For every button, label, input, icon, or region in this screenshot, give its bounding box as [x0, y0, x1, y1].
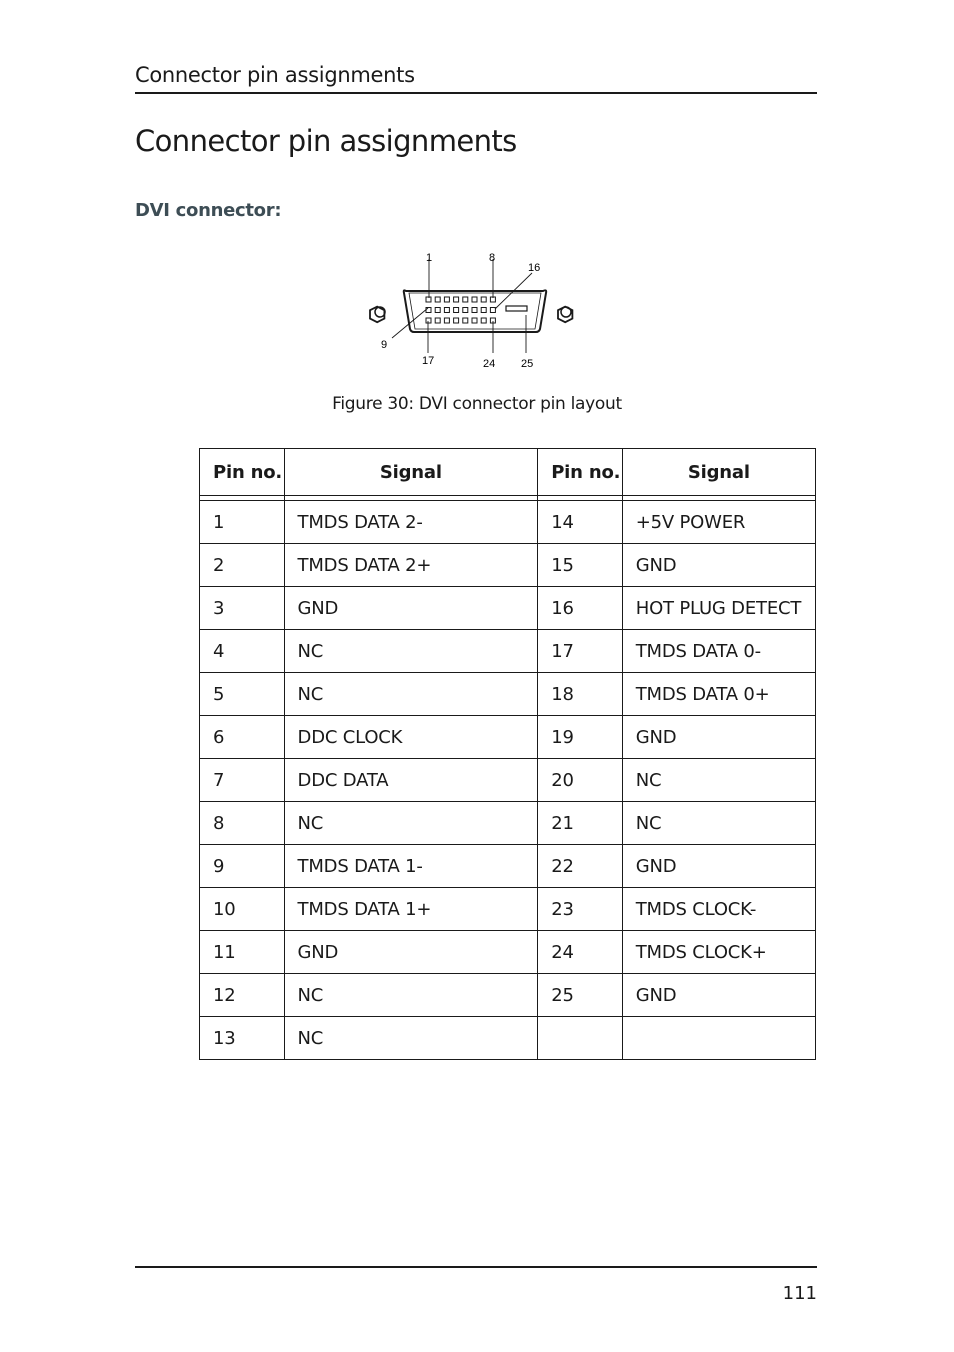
pin-assignment-table [199, 448, 816, 1060]
signal-name-cell: NC [622, 802, 815, 845]
pin-number-cell: 16 [538, 587, 623, 630]
signal-name-cell: TMDS DATA 1+ [284, 888, 538, 931]
pin-number-cell [538, 1017, 623, 1060]
signal-name-cell [622, 1017, 815, 1060]
table-row [200, 931, 816, 974]
connector-pin [490, 308, 495, 313]
table-row [200, 544, 816, 587]
connector-pin [472, 297, 477, 302]
table-row [200, 1017, 816, 1060]
table-row [200, 630, 816, 673]
page-title: Connector pin assignments [135, 124, 517, 158]
ground-blade [506, 306, 527, 311]
running-header: Connector pin assignments [135, 60, 817, 94]
connector-pin [454, 308, 459, 313]
pin-label-16: 16 [528, 262, 541, 274]
pin-number-cell: 5 [200, 673, 285, 716]
connector-pin [472, 318, 477, 323]
signal-name-cell: TMDS DATA 0+ [622, 673, 815, 716]
header-pin-no-1: Pin no. [200, 449, 285, 496]
pin-number-cell: 20 [538, 759, 623, 802]
table-row [200, 802, 816, 845]
pin-label-9: 9 [381, 339, 388, 351]
signal-name-cell: HOT PLUG DETECT [622, 587, 815, 630]
connector-pin [481, 318, 486, 323]
connector-pin [463, 318, 468, 323]
pin-number-cell: 18 [538, 673, 623, 716]
pin-number-cell: 11 [200, 931, 285, 974]
table-row [200, 845, 816, 888]
signal-name-cell: NC [284, 630, 538, 673]
signal-name-cell: TMDS DATA 0- [622, 630, 815, 673]
signal-name-cell: DDC CLOCK [284, 716, 538, 759]
signal-name-cell: GND [622, 544, 815, 587]
connector-pin [454, 297, 459, 302]
connector-pin [426, 318, 431, 323]
connector-pin [435, 297, 440, 302]
footer-rule [135, 1266, 817, 1268]
connector-pin [426, 308, 431, 313]
pin-label-1: 1 [426, 252, 433, 264]
connector-pin [463, 308, 468, 313]
connector-pin [444, 297, 449, 302]
pin-number-cell: 2 [200, 544, 285, 587]
table-body [200, 501, 816, 1060]
signal-name-cell: GND [284, 931, 538, 974]
pin-number-cell: 12 [200, 974, 285, 1017]
signal-name-cell: TMDS CLOCK- [622, 888, 815, 931]
pin-number-cell: 6 [200, 716, 285, 759]
left-mounting-nut [370, 307, 385, 323]
signal-name-cell: GND [284, 587, 538, 630]
right-mounting-nut [558, 307, 572, 323]
pin-number-cell: 13 [200, 1017, 285, 1060]
table-row [200, 888, 816, 931]
pin-number-cell: 4 [200, 630, 285, 673]
pin-number-cell: 15 [538, 544, 623, 587]
signal-name-cell: NC [284, 673, 538, 716]
dvi-connector-figure [360, 245, 590, 375]
pin-number-cell: 25 [538, 974, 623, 1017]
signal-name-cell: NC [284, 974, 538, 1017]
signal-name-cell: +5V POWER [622, 501, 815, 544]
table-header-row [200, 449, 816, 496]
table-row [200, 974, 816, 1017]
table-row [200, 716, 816, 759]
pin-label-17: 17 [422, 355, 435, 367]
pin-label-25: 25 [521, 358, 534, 370]
pin-number-cell: 1 [200, 501, 285, 544]
signal-name-cell: GND [622, 974, 815, 1017]
figure-caption: Figure 30: DVI connector pin layout [332, 394, 622, 414]
section-heading: DVI connector: [135, 200, 282, 221]
pin-number-cell: 22 [538, 845, 623, 888]
table-row [200, 587, 816, 630]
dvi-connector-diagram [360, 245, 590, 375]
table-row [200, 673, 816, 716]
connector-pin [481, 308, 486, 313]
pin-grid [426, 297, 495, 323]
connector-pin [454, 318, 459, 323]
pin-number-cell: 23 [538, 888, 623, 931]
pin-number-cell: 7 [200, 759, 285, 802]
signal-name-cell: TMDS CLOCK+ [622, 931, 815, 974]
header-pin-no-2: Pin no. [538, 449, 623, 496]
header-signal-1: Signal [284, 449, 538, 496]
signal-name-cell: NC [284, 1017, 538, 1060]
pin-number-cell: 8 [200, 802, 285, 845]
pin-label-24: 24 [483, 358, 496, 370]
pin-number-cell: 21 [538, 802, 623, 845]
connector-pin [435, 318, 440, 323]
connector-pin [444, 308, 449, 313]
table-row [200, 501, 816, 544]
connector-pin [435, 308, 440, 313]
pin-number-cell: 19 [538, 716, 623, 759]
connector-pin [481, 297, 486, 302]
connector-pin [463, 297, 468, 302]
pin-number-cell: 24 [538, 931, 623, 974]
signal-name-cell: TMDS DATA 2- [284, 501, 538, 544]
signal-name-cell: NC [284, 802, 538, 845]
pin-label-8: 8 [489, 252, 496, 264]
table-row [200, 759, 816, 802]
signal-name-cell: TMDS DATA 1- [284, 845, 538, 888]
signal-name-cell: GND [622, 845, 815, 888]
signal-name-cell: GND [622, 716, 815, 759]
header-signal-2: Signal [622, 449, 815, 496]
pin-number-cell: 10 [200, 888, 285, 931]
connector-pin [426, 297, 431, 302]
connector-pin [444, 318, 449, 323]
pin-number-cell: 9 [200, 845, 285, 888]
signal-name-cell: TMDS DATA 2+ [284, 544, 538, 587]
pin-number-cell: 3 [200, 587, 285, 630]
pin-number-cell: 14 [538, 501, 623, 544]
page-number: 111 [782, 1283, 817, 1304]
signal-name-cell: DDC DATA [284, 759, 538, 802]
pin-number-cell: 17 [538, 630, 623, 673]
signal-name-cell: NC [622, 759, 815, 802]
connector-pin [472, 308, 477, 313]
